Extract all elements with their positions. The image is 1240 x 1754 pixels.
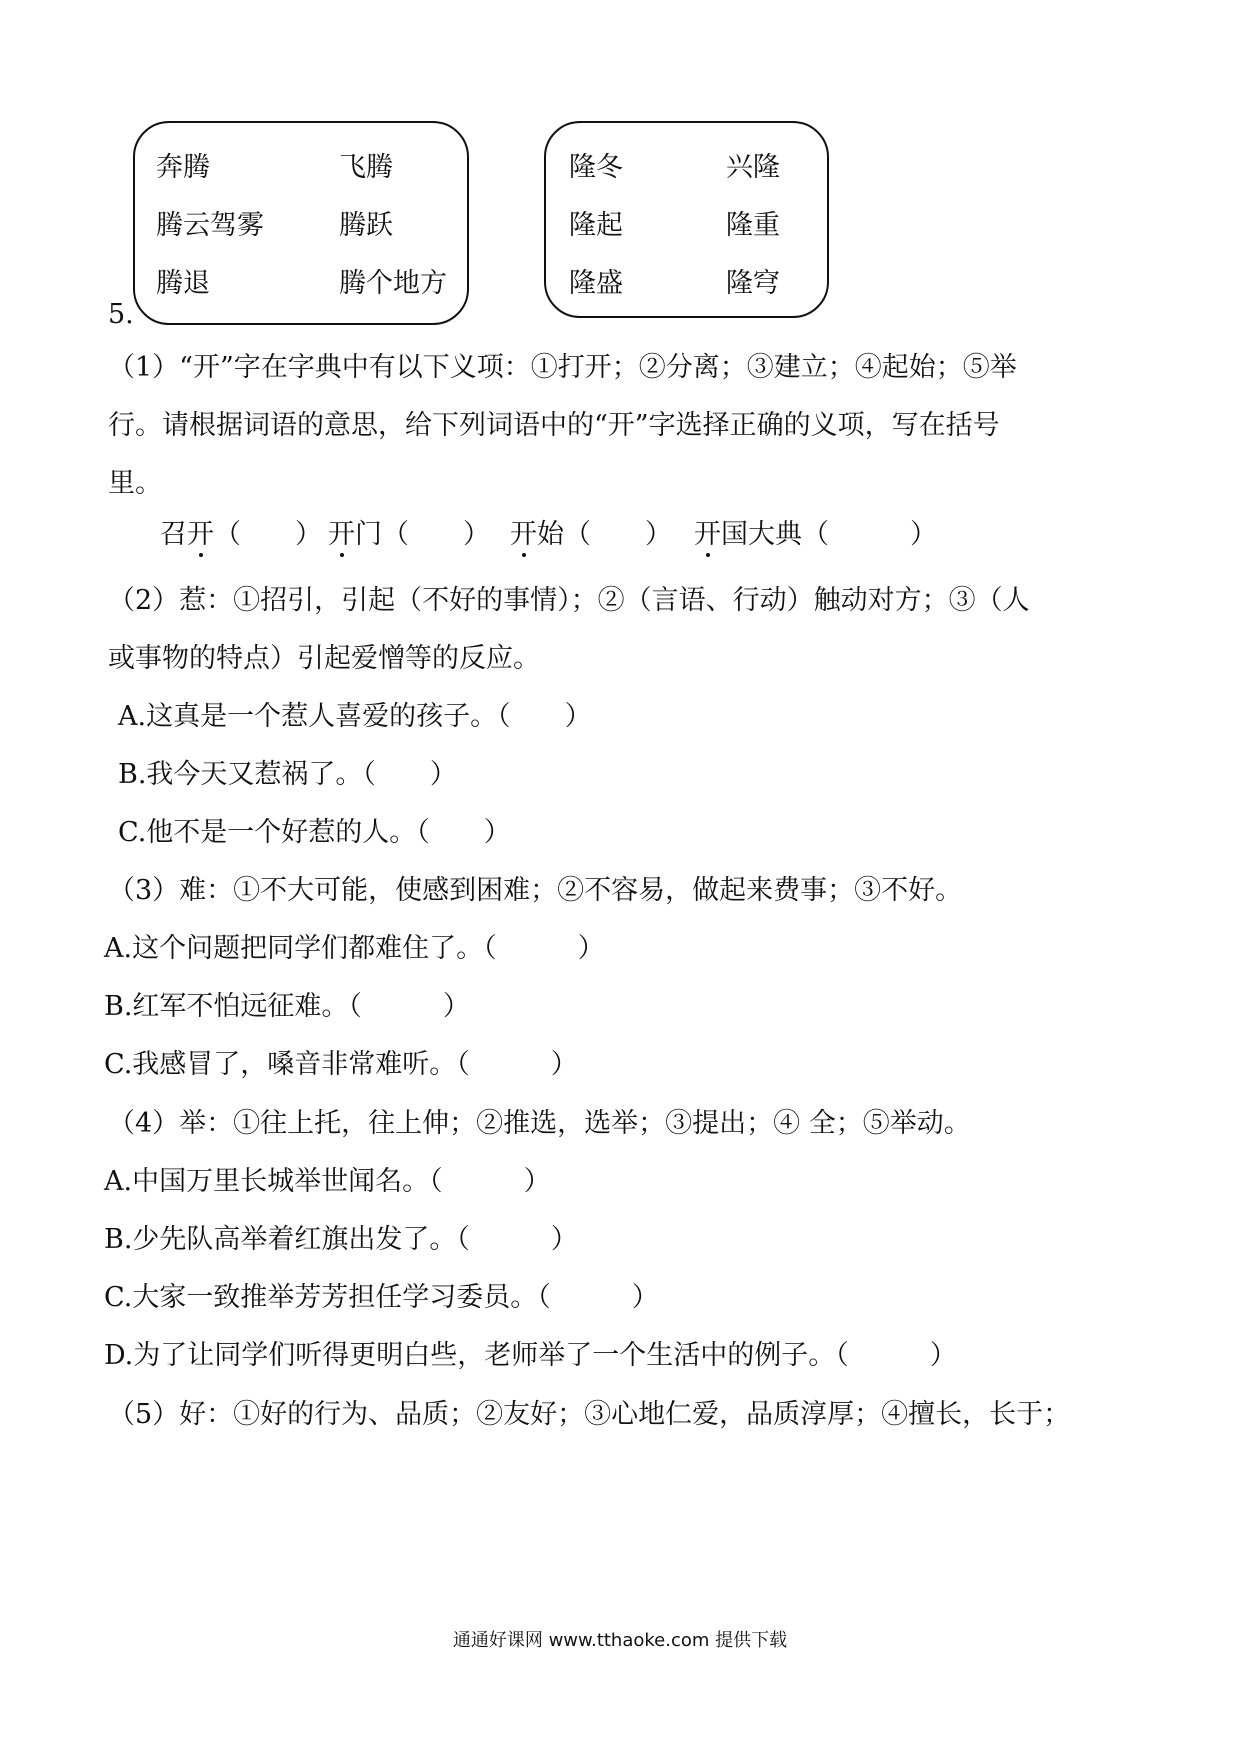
word-item: 飞腾 (339, 152, 393, 183)
answer-blank[interactable]: （ ） (802, 519, 937, 550)
q4-stem: （4）举：①往上托，往上伸；②推选，选举；③提出；④ 全；⑤举动。 (108, 1108, 971, 1139)
word-item: 腾个地方 (339, 268, 447, 299)
word-with-dot: 开国大典 (694, 519, 802, 550)
word-item: 隆重 (726, 210, 780, 241)
q3-option-a: A.这个问题把同学们都难住了。（ ） (104, 933, 605, 964)
q1-item-kaiguodadian (694, 517, 937, 553)
question-number: 5. (108, 299, 134, 330)
word-box-long (544, 121, 829, 318)
word-item: 腾退 (156, 268, 210, 299)
answer-blank[interactable]: （ ） (382, 519, 490, 550)
answer-blank[interactable]: （ ） (214, 519, 322, 550)
q4-option-c: C.大家一致推举芳芳担任学习委员。（ ） (104, 1282, 659, 1313)
q1-stem-line2: 行。请根据词语的意思，给下列词语中的“开”字选择正确的义项，写在括号 (108, 410, 1000, 441)
word-item: 腾云驾雾 (156, 210, 264, 241)
word-box-teng (133, 121, 469, 325)
word-item: 隆冬 (569, 152, 623, 183)
q3-option-b: B.红军不怕远征难。（ ） (104, 991, 470, 1022)
q3-stem: （3）难：①不大可能，使感到困难；②不容易，做起来费事；③不好。 (108, 875, 963, 906)
word-with-dot: 开始 (510, 519, 564, 550)
word-item: 腾跃 (339, 210, 393, 241)
q2-option-a: A.这真是一个惹人喜爱的孩子。（ ） (118, 701, 592, 732)
q4-option-b: B.少先队高举着红旗出发了。（ ） (104, 1224, 578, 1255)
q4-option-a: A.中国万里长城举世闻名。（ ） (104, 1166, 551, 1197)
page-footer: 通通好课网 www.tthaoke.com 提供下载 (452, 1630, 788, 1651)
q1-item-kaishi (510, 517, 672, 553)
word-with-dot: 开门 (328, 519, 382, 550)
word-item: 奔腾 (156, 152, 210, 183)
word-item: 兴隆 (726, 152, 780, 183)
answer-blank[interactable]: （ ） (564, 519, 672, 550)
q2-option-c: C.他不是一个好惹的人。（ ） (118, 817, 511, 848)
marked-char: 开 (328, 517, 355, 553)
q2-option-b: B.我今天又惹祸了。（ ） (118, 759, 457, 790)
q2-stem-line2: 或事物的特点）引起爱憎等的反应。 (108, 643, 540, 674)
word-with-dot: 召开 (160, 519, 214, 550)
q4-option-d: D.为了让同学们听得更明白些，老师举了一个生活中的例子。（ ） (104, 1340, 957, 1371)
marked-char: 开 (187, 517, 214, 553)
q1-item-kaimen (328, 517, 490, 553)
q1-item-zhaokai (160, 517, 322, 553)
word-item: 隆盛 (569, 268, 623, 299)
q1-stem-line1: （1）“开”字在字典中有以下义项：①打开；②分离；③建立；④起始；⑤举 (108, 352, 1017, 383)
q2-stem-line1: （2）惹：①招引，引起（不好的事情）；②（言语、行动）触动对方；③（人 (108, 585, 1030, 616)
q3-option-c: C.我感冒了，嗓音非常难听。（ ） (104, 1049, 578, 1080)
word-item: 隆起 (569, 210, 623, 241)
marked-char: 开 (510, 517, 537, 553)
q1-stem-line3: 里。 (108, 468, 162, 499)
word-item: 隆穹 (726, 268, 780, 299)
q5-stem: （5）好：①好的行为、品质；②友好；③心地仁爱，品质淳厚；④擅长，长于； (108, 1399, 1071, 1430)
marked-char: 开 (694, 517, 721, 553)
